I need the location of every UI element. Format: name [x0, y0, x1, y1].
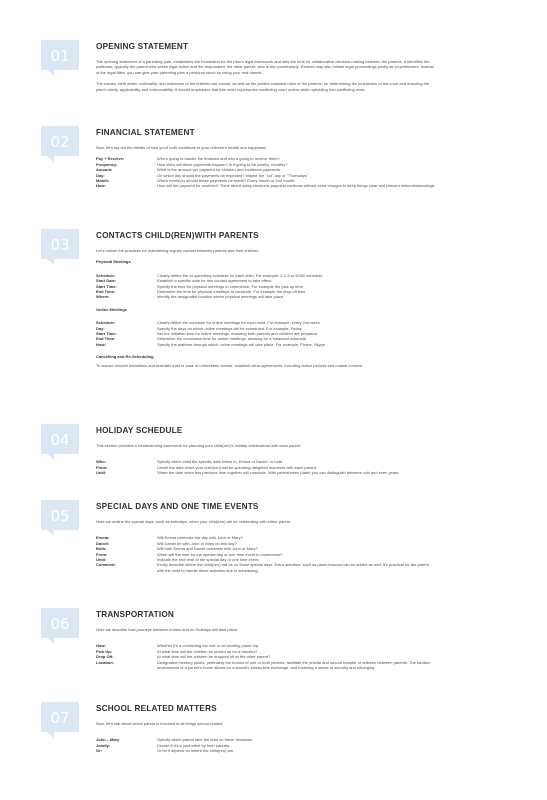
- detail-row: From: When will the time for the special day or one time event to commence?: [96, 551, 283, 557]
- detail-row: Emma: Will Emma celebrate the day with John or Mary?: [96, 535, 243, 541]
- section-title: CONTACTS CHILD(REN)WITH PARENTS: [96, 231, 259, 240]
- detail-row: How: How will the payment be received? Think about using electronic payment methods without extra charges to keep things clear and prevent misunderstandings.: [96, 183, 436, 189]
- section-content: [96, 721, 436, 754]
- subheading: Cancelling and Re-Scheduling: [96, 354, 154, 360]
- detail-row: John – Mary Specify which parent take the lead on these decisions.: [96, 737, 254, 743]
- section-number-badge: 07: [41, 702, 79, 732]
- detail-row: End Time: Determine the time for physical meetings to conclude. For example the drop off time: [96, 289, 306, 295]
- section-number-badge: 04: [41, 424, 79, 454]
- detail-row: Or: Or let it depend on where the child(ren) are.: [96, 748, 235, 754]
- detail-row: Pick Up: At what time will the children be picked up for a transfer?: [96, 648, 258, 654]
- section-content: [96, 145, 436, 189]
- detail-row: Frequency: How often will these payments happen? Is it going to be weekly, monthly?: [96, 161, 288, 167]
- section-title: HOLIDAY SCHEDULE: [96, 426, 183, 435]
- detail-row: End Time: Determine the conclusion time for online meetings, allowing for a balanced schedule.: [96, 336, 308, 342]
- detail-row: Who: Specify which child the specific date refers to, Emma or Daniel, or both.: [96, 459, 284, 465]
- subheading: Physical Meetings: [96, 259, 131, 265]
- detail-row: Start Time: Set the initiation time for online meetings, ensuring both parents and children are prepared.: [96, 331, 318, 337]
- paragraph: The opening statement of a parenting plan, establishes the foundation for the plan's legal framework and sets the tone for collaborative decision-making between the parents. It identifies the petitioner, typically the parent who seeks legal action and the respondent, the other parent, who is the counterparty. Parents may also initiate legal proceedings jointly as co-petitioners. Instead of the legal titles, you can give your parenting plan a personal touch by using your real names.: [96, 59, 434, 75]
- subheading: Online Meetings: [96, 306, 127, 312]
- section-number-badge: 01: [41, 40, 79, 70]
- detail-row: How: Whether it's a comforting car ride or an exciting plane trip.: [96, 643, 260, 649]
- detail-row: Schedule: Clearly define the schedule for online meetings for each child. For example: every 2nd week: [96, 320, 320, 326]
- section-title: SPECIAL DAYS AND ONE TIME EVENTS: [96, 502, 259, 511]
- detail-row: How: Specify the platform through which online meetings will take place. For example: Phone, Skype: [96, 341, 326, 347]
- section-content: [96, 443, 436, 476]
- section-number-badge: 03: [41, 229, 79, 259]
- detail-row: Comment: Kindly describe where the child(ren) will be on those special days. Extra activities, such as piano lessons can be added as well. It's practical for the parent with the child to handle these activities due to scheduling.: [96, 562, 429, 573]
- section-content: [96, 59, 436, 98]
- section-title: FINANCIAL STATEMENT: [96, 128, 195, 137]
- detail-row: Schedule: Clearly define the co-parenting schedule for each child. For example: 2-2-3 or 50/50 schedule.: [96, 272, 324, 278]
- detail-row: Daniel: Will Daniel be with John or Mary on this day?: [96, 540, 237, 546]
- detail-row: Drop Off: At what time will the children be dropped off at the other parent?: [96, 654, 271, 660]
- paragraph: The names, birth dates, nationality, and residence of the children are crucial, as well as the jointed custodial roles of the parents, for determining the jurisdiction of the court and ensuring the plan's clarity, applicability and enforceability. It should emphasize that this order supersedes conflicting court orders while upholding non-conflicting ones.: [96, 81, 430, 92]
- intro-text: Here we outline the special days, such as birthdays, when your child(ren) will be celebrating with either parent.: [96, 519, 292, 524]
- intro-text: Now, let's lay out the details of how you'll both contribute to your children's health and happiness.: [96, 145, 268, 150]
- detail-row: Start Time: Specify the time for physical meetings to commence. For example the pick up time: [96, 283, 303, 289]
- intro-text: Here we describe how journeys between homes and on Holidays will take place.: [96, 627, 239, 632]
- detail-row: Day: On which day should the payments be expected? Maybe the "1st" day or "Thursdays": [96, 172, 309, 178]
- section-title: TRANSPORTATION: [96, 610, 174, 619]
- section-number-badge: 06: [41, 608, 79, 638]
- detail-row: Jointly: Decide if it's a joint effort by both parents.: [96, 742, 231, 748]
- paragraph: To ensure smooth transitions and maintain trust in case of unforeseen events, establish clear agreements, including notice periods and mutual consent: [96, 362, 363, 368]
- section-title: SCHOOL RELATED MATTERS: [96, 704, 217, 713]
- detail-row: Location: Designated meeting points, preferably the homes of one or both parents, facilitate the private and secure transfer of children between parents. The familiar environment of a parent's home allows for a smooth, stress-free exchange, and fostering a sense of security and belonging.: [96, 659, 430, 671]
- detail-row: Until: Indicate the end time of the special day or one time event.: [96, 557, 260, 563]
- section-number-badge: 05: [41, 500, 79, 530]
- detail-row: Where: Identify the designated location where physical meetings will take place: [96, 294, 284, 300]
- section-content: [96, 248, 436, 374]
- detail-row: Both: Will both Emma and Daniel celebrate with John or Mary?: [96, 546, 258, 552]
- detail-row: Until: Share the date when this precious time together will conclude. With parentheses (date) you can distinguish between odd and even years.: [96, 470, 400, 476]
- section-content: [96, 519, 436, 573]
- intro-text: Now, let's talk about which parent is involved in all things school-related: [96, 721, 223, 726]
- section-content: [96, 627, 436, 670]
- detail-row: Pay + Receive: Who's going to handle the finances and who's going to receive them?: [96, 156, 280, 162]
- section-title: OPENING STATEMENT: [96, 42, 189, 51]
- section-number-badge: 02: [41, 126, 79, 156]
- detail-row: From: Unveil the date when your child(ren) will be spending delightful moments with each parent.: [96, 464, 317, 470]
- intro-text: This section provides a heartwarming framework for planning your child(ren)'s holiday celebrations with each parent.: [96, 443, 302, 448]
- detail-row: Start Date: Establish a specific date for this contact agreement to take effect.: [96, 278, 273, 284]
- detail-row: Day: Specify the days on which online meetings will be scheduled. For example: Friday: [96, 325, 302, 331]
- intro-text: Let's outline the practices for maintaining regular contact between parents and their children.: [96, 248, 260, 253]
- detail-row: Amount: What is the amount per payment for children and incidental payments: [96, 167, 280, 173]
- detail-row: Month: Which month(s) should these payments be made? Every month or 2nd month.: [96, 178, 296, 184]
